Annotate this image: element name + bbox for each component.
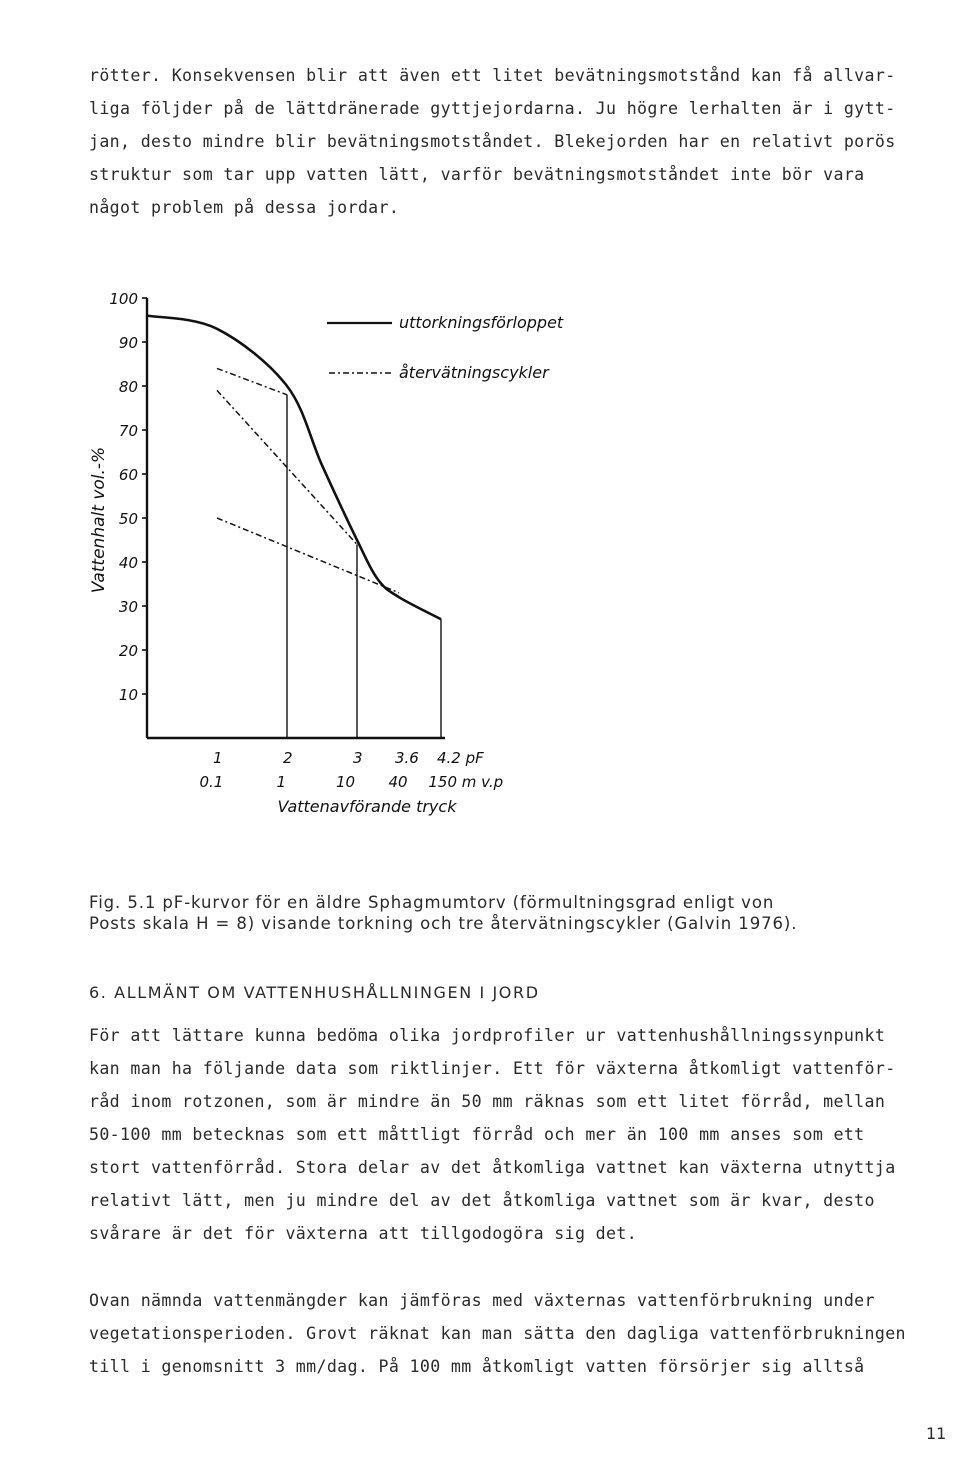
y-tick-label: 90 [118,334,138,352]
legend-label-rewetting: återvätningscykler [399,363,549,382]
pf-curve-chart [0,270,960,830]
intro-line: jan, desto mindre blir bevätningsmotståndet. Blekejorden har en relativt porös [89,132,896,151]
rewetting-line-3 [217,518,399,593]
y-tick-label: 10 [118,686,138,704]
y-axis-ticks [109,290,147,704]
x-tick-label-pf: 1 [213,749,223,767]
y-tick-label: 30 [118,598,138,616]
intro-line: rötter. Konsekvensen blir att även ett litet bevätningsmotstånd kan få allvar- [89,66,896,85]
legend-label-drying: uttorkningsförloppet [399,313,564,332]
body-line: För att lättare kunna bedöma olika jordprofiler ur vattenhushållningssynpunkt [89,1026,886,1045]
y-tick-label: 50 [118,510,138,528]
y-axis-title: Vattenhalt vol.-% [89,446,109,594]
body-line: till i genomsnitt 3 mm/dag. På 100 mm åtkomligt vatten försörjer sig alltså [89,1357,865,1376]
x-tick-label-pf: 4.2 pF [437,749,484,767]
body-line: vegetationsperioden. Grovt räknat kan man sätta den dagliga vattenförbrukningen [89,1324,906,1343]
x-tick-label-mvp: 10 [336,773,356,791]
x-tick-label-mvp: 0.1 [199,773,224,791]
x-tick-label-mvp: 150 m v.p [428,773,504,791]
section-heading: 6. ALLMÄNT OM VATTENHUSHÅLLNINGEN I JORD [89,983,540,1002]
x-tick-label-pf: 2 [283,749,293,767]
body-line: svårare är det för växterna att tillgodogöra sig det. [89,1224,638,1243]
body-line: råd inom rotzonen, som är mindre än 50 mm räknas som ett litet förråd, mellan [89,1092,886,1111]
page-number: 11 [926,1424,947,1443]
y-tick-label: 60 [118,466,138,484]
body-line: 50-100 mm betecknas som ett måttligt förråd och mer än 100 mm anses som ett [89,1125,865,1144]
x-axis-labels [200,749,504,791]
body-line: Ovan nämnda vattenmängder kan jämföras med växternas vattenförbrukning under [89,1291,875,1310]
x-tick-label-mvp: 40 [388,773,408,791]
figure-caption-line: Fig. 5.1 pF-kurvor för en äldre Sphagmumtorv (förmultningsgrad enligt von [89,893,775,912]
x-tick-label-pf: 3 [353,749,363,767]
drying-curve [147,316,441,620]
y-tick-label: 70 [118,422,138,440]
body-line: stort vattenförråd. Stora delar av det åtkomliga vattnet kan växterna utnyttja [89,1158,896,1177]
body-line: kan man ha följande data som riktlinjer. Ett för växterna åtkomligt vattenför- [89,1059,896,1078]
y-tick-label: 40 [118,554,138,572]
intro-line: något problem på dessa jordar. [89,198,400,217]
x-tick-label-pf: 3.6 [395,749,419,767]
x-axis-title: Vattenavförande tryck [277,797,457,816]
y-tick-label: 80 [118,378,138,396]
intro-line: liga följder på de lättdränerade gyttjejordarna. Ju högre lerhalten är i gytt- [89,99,896,118]
body-line: relativt lätt, men ju mindre del av det åtkomliga vattnet som är kvar, desto [89,1191,875,1210]
legend [327,313,564,382]
figure-caption-line: Posts skala H = 8) visande torkning och tre återvätningscykler (Galvin 1976). [89,914,798,933]
y-tick-label: 20 [118,642,138,660]
series-layer [147,316,441,620]
intro-line: struktur som tar upp vatten lätt, varför bevätningsmotståndet inte bör vara [89,165,865,184]
x-tick-label-mvp: 1 [276,773,287,791]
y-tick-label: 100 [109,290,138,308]
drop-lines [287,395,441,738]
